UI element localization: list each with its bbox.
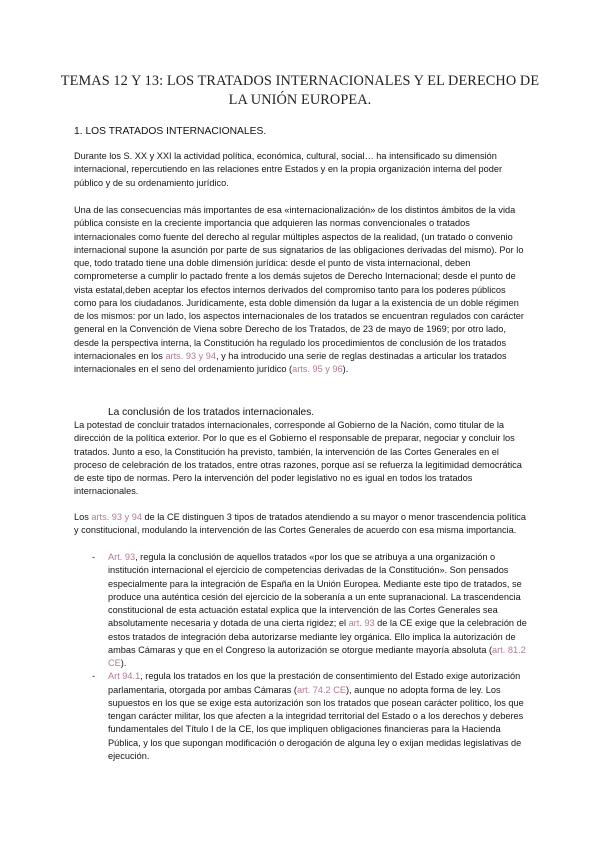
list-item-text: de la CE exige que la celebración de estos tratados de integración deba autorizarse mediante ley orgánica. Ello implica la autorización de ambas Cámaras y que en el Congreso la autorización se otorgue mediante mayoría absoluta ( xyxy=(108,618,527,655)
reference-link-art-94-1[interactable]: Art 94.1 xyxy=(108,671,141,682)
reference-link-arts-93-94[interactable]: arts. 93 y 94 xyxy=(91,512,142,522)
list-item-text: , regula la conclusión de aquellos tratados «por los que se atribuya a una organización o institución internacional el ejercicio de competencias derivadas de la Constitución». Son pensados especialmente para la integración de España en la Unión Europea. Mediante este tipo de tratados, se produce una auténtica cesión del ejercicio de la soberanía a un ente supranacional. La trascendencia constitucional de esta actuación estatal explica que la intervención de las Cortes Generales sea absolutamente necesaria y dotada de una cierta rigidez; el xyxy=(108,552,522,629)
paragraph-text: Los xyxy=(74,512,92,522)
paragraph-government-power: La potestad de concluir tratados internacionales, corresponde al Gobierno de la Nación, como titular de la dirección de la política exterior. Por lo que es el Gobierno el responsable de preparar, negociar y concluir los tratados. Junto a eso, la Constitución ha previsto, también, la intervención de las Cortes Generales en el proceso de celebración de los tratados, entre otras razones, porque así se refuerza la legitimidad democrática de este tipo de normas. Pero la intervención del poder legislativo no es igual en todos los tratados internacionales. xyxy=(74,420,522,497)
list-item-art-93 xyxy=(74,551,534,670)
reference-link-art-93[interactable]: art. 93 xyxy=(348,618,375,629)
list-item-text: , regula los tratados en los que la prestación de consentimiento del Estado exige autorización parlamentaria, otorgada por ambas Cámaras ( xyxy=(108,671,521,695)
section-heading: 1. LOS TRATADOS INTERNACIONALES. xyxy=(74,126,267,137)
treaty-types-list xyxy=(74,551,534,763)
list-item-text: ). xyxy=(120,658,127,668)
document-title: TEMAS 12 Y 13: LOS TRATADOS INTERNACIONALES Y EL DERECHO DE LA UNIÓN EUROPEA. xyxy=(60,73,540,108)
paragraph-text: ). xyxy=(342,364,349,374)
list-item-art-94-1 xyxy=(74,670,534,763)
reference-link-art-81-2[interactable]: art. 81.2 CE xyxy=(108,644,526,668)
paragraph-intro: Durante los S. XX y XXI la actividad política, económica, cultural, social… ha intensificado su dimensión internacional, repercutiendo en las relaciones entre Estados y en la propia organización interna del poder público y de su ordenamiento jurídico. xyxy=(74,151,502,188)
paragraph-internationalization xyxy=(74,204,526,376)
paragraph-text: , y ha introducido una serie de reglas destinadas a articular los tratados internacionales en el seno del ordenamiento jurídico ( xyxy=(74,350,507,374)
paragraph-text: Una de las consecuencias más importantes de esa «internacionalización» de los distintos ámbitos de la vida pública consiste en la creciente importancia que adquieren las normas convencionales o tratados internacionales como fuente del derecho al regular múltiples aspectos de la realidad, (un tratado o convenio internacional supone la asunción por parte de sus signatarios de las obligaciones derivadas del mismo). Por lo que, todo tratado tiene una doble dimensión jurídica: desde el punto de vista internacional, deben comprometerse a cumplir lo pactado frente a los demás sujetos de Derecho Internacional; desde el punto de vista estatal,deben aceptar los efectos internos derivados del compromiso tanto para los poderes públicos como para los ciudadanos. Jurídicamente, esta doble dimensión da lugar a la existencia de un doble régimen de los mismos: por un lado, los aspectos internacionales de los tratados se encuentran regulados con carácter general en la Convención de Viena sobre Derecho de los Tratados, de 23 de mayo de 1969; por otro lado, desde la perspectiva interna, la Constitución ha regulado los procedimientos de conclusión de los tratados internacionales en los xyxy=(74,205,524,361)
list-item-text: ), aunque no adopta forma de ley. Los supuestos en los que se exige esta autorización son los tratados que posean carácter político, los que tengan carácter militar, los que afecten a la integridad territorial del Estado o a los derechos y deberes fundamentales del Título I de la CE, los que impliquen obligaciones financieras para la Hacienda Pública, y los que supongan modificación o derogación de alguna ley o exijan medidas legislativas de ejecución. xyxy=(108,684,524,761)
list-dash: - xyxy=(92,671,96,682)
reference-link-arts-93-94[interactable]: arts. 93 y 94 xyxy=(165,350,216,361)
reference-link-art-93[interactable]: Art. 93 xyxy=(108,552,136,562)
reference-link-arts-95-96[interactable]: arts. 95 y 96 xyxy=(292,364,343,374)
paragraph-text: de la CE distinguen 3 tipos de tratados atendiendo a su mayor o menor trascendencia política y constitucional, modulando la intervención de las Cortes Generales de acuerdo con esa misma importancia. xyxy=(74,512,527,536)
list-dash: - xyxy=(92,552,96,562)
reference-link-art-74-2[interactable]: art. 74.2 CE xyxy=(296,684,346,695)
subheading-conclusion: La conclusión de los tratados internacionales. xyxy=(108,407,315,418)
paragraph-three-types xyxy=(74,511,526,538)
